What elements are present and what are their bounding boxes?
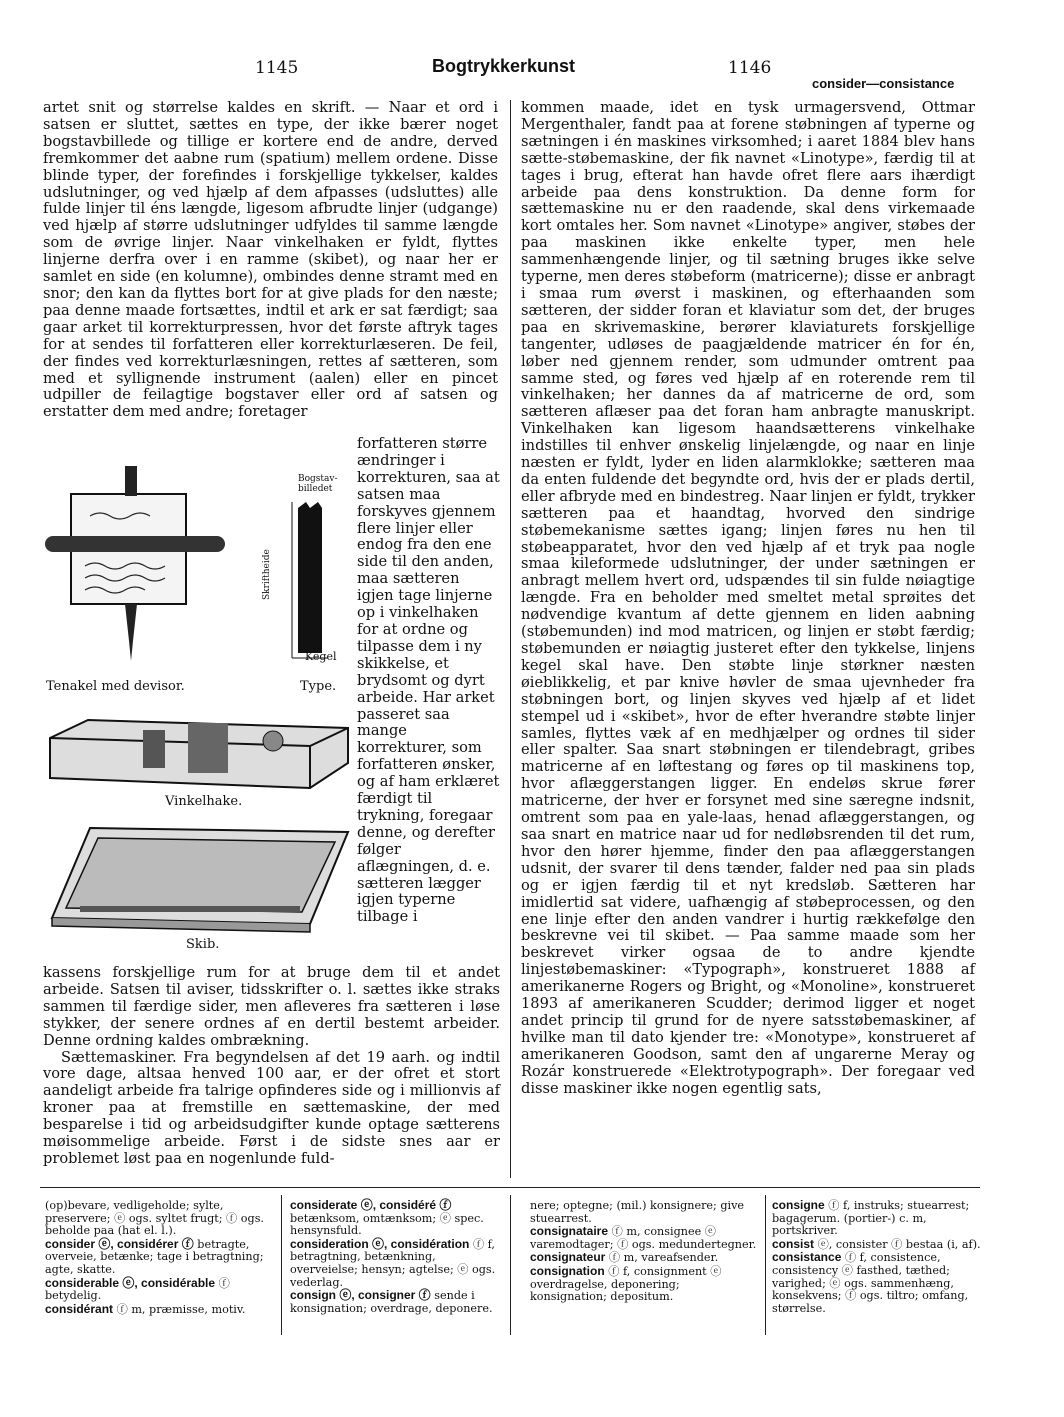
dict-divider-2 xyxy=(510,1195,511,1335)
dictionary-column-3 xyxy=(530,1199,758,1304)
dict-entry: considerate ⓔ, considéré ⓕ betænksom, omtænksom; ⓔ spec. hensynsfuld. xyxy=(290,1198,484,1238)
guide-words: consider—consistance xyxy=(812,76,955,91)
dict-entry: nere; optegne; (mil.) konsignere; give stuearrest. xyxy=(530,1199,745,1225)
dictionary-column-4 xyxy=(772,1199,982,1315)
vinkelhake-figure xyxy=(48,708,353,793)
dict-divider-3 xyxy=(765,1195,766,1335)
paragraph: artet snit og størrelse kaldes en skrift. — Naar et ord i satsen er sluttet, sættes en type, der ikke bærer noget bogstavbillede og tillige er kortere end de andre, derved fremkommer det aabne rum (spatium) mellem ordene. Disse blinde typer, der forefindes i forskjellige tykkelser, kaldes udslutninger, og ved hjælp af dem afpasses (udsluttes) alle fulde linjer til éns længde, ligesom afbrudte linjer (udgange) ved hjælp af større udslutninger udfyldes til samme længde som de øvrige linjer. Naar vinkelhaken er fyldt, flyttes linjerne derfra over i en ramme (skibet), og naar her er samlet en side (en kolumne), ombindes denne stramt med en snor; den kan da flyttes bort for at give plads for den næste; paa denne maade fortsættes, indtil et ark er sat færdigt; saa gaar arket til korrekturpressen, hvor det første aftryk tages for at sendes til forfatteren eller korrekturlæseren. De feil, der findes ved korrekturlæsningen, rettes af sætteren, som med et syllignende instrument (aalen) eller en pincet udpiller de feilagtige bogstaver eller ord af satsen og erstatter dem med andre; foretager xyxy=(43,99,498,421)
dict-entry: consider ⓔ, considérer ⓕ betragte, overveie, betænke; tage i betragtning; agte, skatte. xyxy=(45,1236,264,1276)
type-caption: Type. xyxy=(300,679,337,694)
page-number-right: 1146 xyxy=(728,58,772,78)
dict-entry: considérant ⓕ m, præmisse, motiv. xyxy=(45,1301,246,1316)
tenakel-caption: Tenakel med devisor. xyxy=(46,679,185,694)
skib-figure xyxy=(50,826,350,936)
dict-entry: (op)bevare, vedligeholde; sylte, preservere; ⓔ ogs. syltet frugt; ⓕ ogs. beholde paa (hat el. l.). xyxy=(45,1199,264,1238)
dict-entry: consistance ⓕ f, consistence, consistency ⓔ fasthed, tæthed; varighed; ⓔ ogs. sammenhæng, konsekvens; ⓕ ogs. tiltro; omfang, størrelse. xyxy=(772,1250,969,1315)
dict-entry: considerable ⓔ, considérable ⓕ betydelig. xyxy=(45,1275,230,1303)
dict-divider-1 xyxy=(281,1195,282,1335)
type-label-top: Bogstav-billedet xyxy=(298,474,338,494)
type-figure xyxy=(268,498,348,663)
paragraph: forfatteren større ændringer i korrekturen, saa at satsen maa forskyves gjennem flere linjer eller endog fra den ene side til den anden, maa sætteren igjen tage linjerne op i vinkelhaken for at ordne og tilpasse dem i ny skikkelse, et brydsomt og dyrt arbeide. Har arket passeret saa mange korrekturer, som forfatteren ønsker, og af ham erklæret færdigt til trykning, foregaar denne, og derefter følger aflægningen, d. e. sætteren lægger igjen typerne tilbage i xyxy=(357,435,500,926)
paragraph: kommen maade, idet en tysk urmagersvend, Ottmar Mergenthaler, fandt paa at forene støbningen af typerne og sætningen i én maskines virksomhed; i aaret 1884 blev hans sætte-støbemaskine, der fik navnet «Linotype», færdig til at tages i brug, efterat han havde ofret flere aars ihærdigt arbeide paa dens konstruktion. Da denne form for sættemaskine nu er den raadende, skal dens virkemaade kort omtales her. Som navnet «Linotype» angiver, støbes der paa maskinen ikke enkelte typer, men hele sammenhængende linjer, og til sætning bruges ikke selve typerne, men deres støbeform (matricerne); disse er anbragt i smaa rum øverst i maskinen, og efterhaanden som sætteren, der sidder foran et klaviatur som det, der bruges paa en skrivemaskine, berører klaviaturets forskjellige tangenter, udløses de paagjældende matricer én for én, løber ned gjennem render, som udmunder omtrent paa samme sted, og føres ved hjælp af en roterende rem til vinkelhaken; her dannes da af matricerne de ord, som sætteren aflæser paa det foran ham anbragte manuskript. Vinkelhaken kan ligesom haandsætterens vinkelhake indstilles til enhver ønskelig linjelængde, og naar en linje næsten er fyldt, lyder en liden alarmklokke; sætteren maa da enten fuldende det begyndte ord, hvis der er plads dertil, eller afbryde med en bindestreg. Naar linjen er fyldt, trykker sætteren paa et haandtag, hvorved den sindrige støbemekanisme sættes igang; linjen føres nu hen til støbeapparatet, hvor den ved hjælp af et tryk paa nogle smaa kileformede udslutninger, der under sætningen er anbragt mellem hvert ord, udspændes til sin fulde nøiagtige længde. Fra en beholder med smeltet metal sprøites det nødvendige kvantum af dette gjennem en liden aabning (støbemunden) ind mod matricen, og linjen er støbt færdig; støbemunden er nøiagtig justeret efter den tykkelse, linjens kegel skal have. Den støbte linje størkner næsten øieblikkelig, et par knive høvler de smaa ujevnheder fra støbningen bort, og linjen skyves ved hjælp af et lidet stempel ud i «skibet», hvor de efter hverandre støbte linjer samles, flyttes væk af en medhjælper og ordnes til sider eller spalter. Saa snart støbningen er tilendebragt, gribes matricerne af en løftestang og føres op til maskinens top, hvor aflæggerstangen ligger. En endeløs skrue fører matricerne, der hver er forsynet med sine særegne indsnit, omtrent som paa en yale-laas, henad aflæggerstangen, og saa snart en matrice naar ud for nedløbsrenden til det rum, hvor den hører hjemme, finder den paa aflæggerstangen udsnit, der svarer til dens tænder, falder ned paa sin plads og er igjen færdig til et nyt kredsløb. Sætteren har imidlertid sat videre, uafhængig af støbeprocessen, og den ene linje efter den anden vandrer i hurtig rækkefølge den beskrevne vei til skibet. — Paa samme maade som her beskrevet virker ogsaa de to andre kjendte linjestøbemaskiner: «Typograph», konstrueret 1888 af amerikanerne Rogers og Bright, og «Monoline», konstrueret 1893 af amerikaneren Scudder; derimod ligger et noget andet princip til grund for de nyere satsstøbemaskiner, af hvilke man til dato kjender tre: «Monotype», konstrueret af amerikaneren Goodson, samt den af ungarerne Meray og Rozár konstruerede «Elektrotypograph». Der foregaar ved disse maskiner ikke nogen egentlig sats, xyxy=(521,99,975,1097)
tenakel-figure xyxy=(45,466,225,676)
left-column-text-bottom xyxy=(43,965,500,1168)
type-label-bottom: Kegel xyxy=(305,650,337,663)
left-column-text-wrap xyxy=(357,436,500,926)
footer-rule xyxy=(40,1187,980,1188)
page-title: Bogtrykkerkunst xyxy=(432,56,576,76)
dictionary-column-1 xyxy=(45,1199,270,1316)
dict-entry: consignateur ⓕ m, vareafsender. xyxy=(530,1250,719,1265)
column-divider xyxy=(510,100,511,1178)
dict-entry: consign ⓔ, consigner ⓕ sende i konsignation; overdrage, deponere. xyxy=(290,1288,493,1315)
paragraph: kassens forskjellige rum for at bruge dem til et andet arbeide. Satsen til aviser, tidsskrifter o. l. sættes ikke straks sammen til færdige sider, men afleveres fra sætteren i løse stykker, der senere ordnes af en dertil bestemt arbeider. Denne ordning kaldes ombrækning. xyxy=(43,964,500,1049)
vinkelhake-caption: Vinkelhake. xyxy=(165,794,243,809)
paragraph: Sættemaskiner. Fra begyndelsen af det 19 aarh. og indtil vore dage, altsaa henved 100 aar, er der ofret et stort aandeligt arbeide fra talrige opfinderes side og i millionvis af kroner paa at fremstille en sættemaskine, der med besparelse i tid og arbeidsudgifter kunde optage sætterens møisommelige arbeide. Først i de sidste snes aar er problemet løst paa en nogenlunde fuld- xyxy=(43,1048,500,1167)
skib-caption: Skib. xyxy=(186,937,220,952)
right-column-text xyxy=(521,100,975,1097)
dictionary-column-2 xyxy=(290,1199,503,1315)
page-number-left: 1145 xyxy=(255,58,299,78)
dict-entry: consist ⓔ, consister ⓕ bestaa (i, af). xyxy=(772,1236,981,1251)
dict-entry: consignation ⓕ f, consignment ⓔ overdragelse, deponering; konsignation; depositum. xyxy=(530,1263,722,1304)
left-column-text-top xyxy=(43,100,498,421)
dict-entry: consignataire ⓕ m, consignee ⓔ varemodtager; ⓕ ogs. medundertegner. xyxy=(530,1224,757,1251)
dict-entry: consideration ⓔ, considération ⓕ f, betragtning, betænkning, overveielse; hensyn; agtelse; ⓔ ogs. vederlag. xyxy=(290,1236,496,1289)
type-label-side: Skriftheide xyxy=(262,549,272,600)
dict-entry: consigne ⓕ f, instruks; stuearrest; bagagerum. (portier-) c. m, portskriver. xyxy=(772,1198,970,1238)
